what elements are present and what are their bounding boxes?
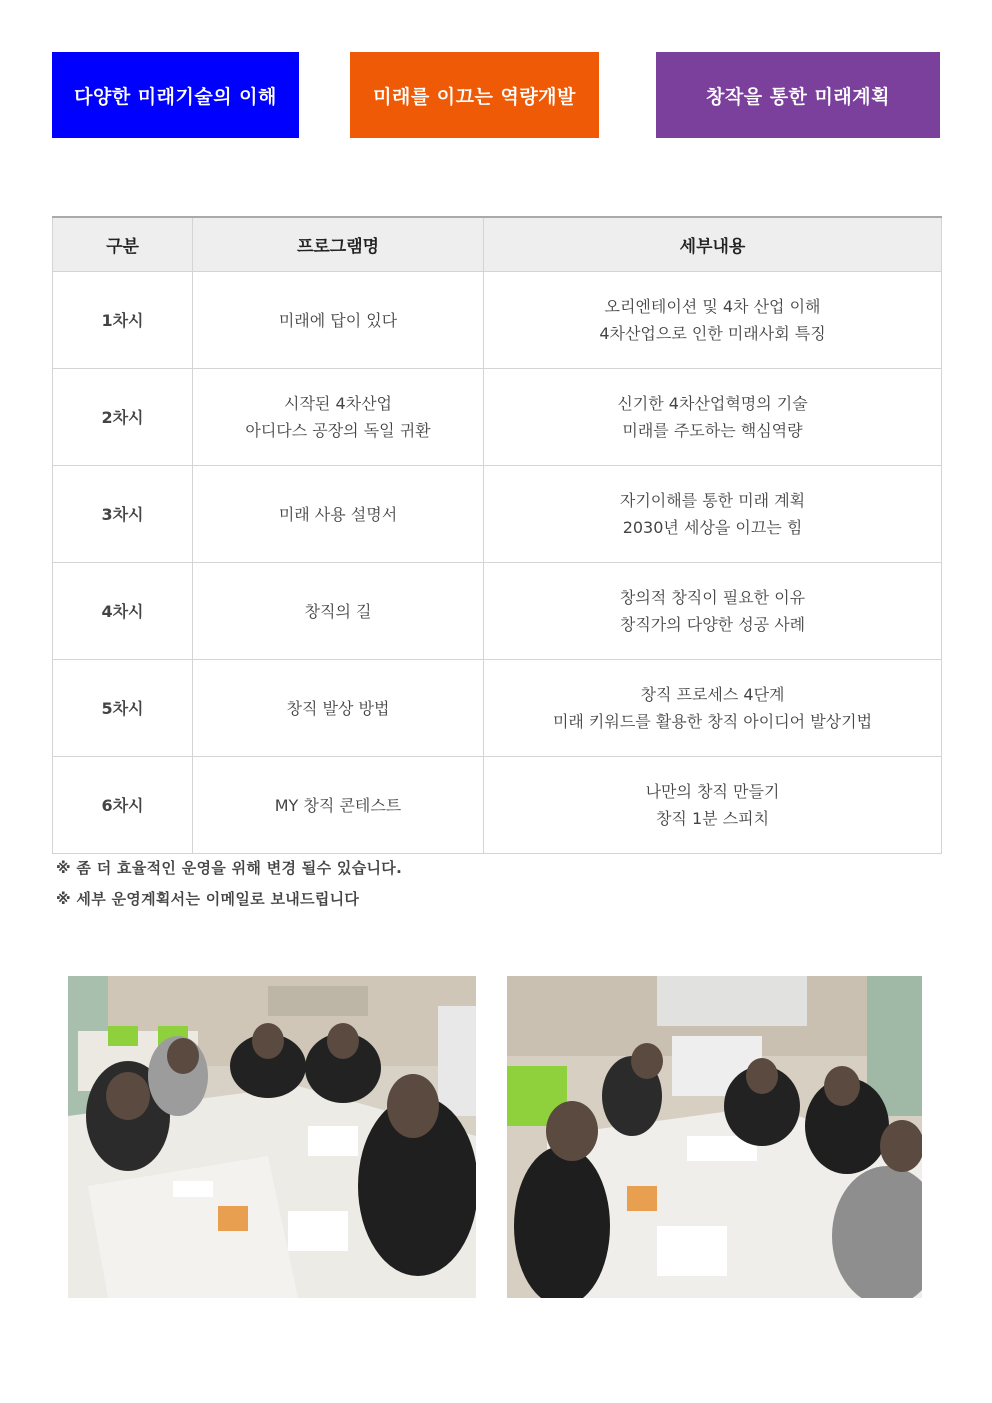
classroom-photo-right — [507, 976, 922, 1298]
program-cell — [193, 563, 484, 660]
table-row — [53, 660, 942, 757]
details-line: 2030년 세상을 이끄는 힘 — [622, 518, 803, 537]
session-cell: 1차시 — [53, 272, 193, 369]
session-cell: 2차시 — [53, 369, 193, 466]
session-cell: 3차시 — [53, 466, 193, 563]
table-row — [53, 466, 942, 563]
details-line: 4차산업으로 인한 미래사회 특징 — [599, 324, 826, 343]
program-cell — [193, 660, 484, 757]
theme-box-future-technology: 다양한 미래기술의 이해 — [52, 52, 299, 138]
classroom-photo-left — [68, 976, 476, 1298]
program-cell — [193, 466, 484, 563]
program-line: 창직의 길 — [304, 601, 372, 621]
session-cell: 5차시 — [53, 660, 193, 757]
program-line: 창직 발상 방법 — [286, 698, 390, 718]
table-row — [53, 563, 942, 660]
details-line: 창직 프로세스 4단계 — [640, 685, 785, 704]
session-cell: 4차시 — [53, 563, 193, 660]
program-cell — [193, 757, 484, 854]
details-cell — [484, 757, 942, 854]
program-line: 아디다스 공장의 독일 귀환 — [245, 421, 431, 440]
details-line: 오리엔테이션 및 4차 산업 이해 — [604, 297, 821, 316]
theme-box-competency-development: 미래를 이끄는 역량개발 — [350, 52, 599, 138]
details-line: 창의적 창직이 필요한 이유 — [619, 588, 806, 607]
details-line: 창직 1분 스피치 — [655, 809, 770, 828]
program-cell — [193, 369, 484, 466]
table-row — [53, 369, 942, 466]
details-line: 신기한 4차산업혁명의 기술 — [617, 394, 808, 413]
program-cell — [193, 272, 484, 369]
details-cell — [484, 369, 942, 466]
details-cell — [484, 563, 942, 660]
note-schedule-change: ※ 좀 더 효율적인 운영을 위해 변경 될수 있습니다. — [56, 859, 403, 877]
table-row — [53, 272, 942, 369]
session-cell: 6차시 — [53, 757, 193, 854]
note-email-plan: ※ 세부 운영계획서는 이메일로 보내드립니다 — [56, 890, 360, 908]
details-line: 창직가의 다양한 성공 사례 — [619, 615, 806, 634]
details-cell — [484, 272, 942, 369]
header-details: 세부내용 — [484, 217, 942, 272]
theme-box-future-planning: 창작을 통한 미래계획 — [656, 52, 940, 138]
header-program-name: 프로그램명 — [193, 217, 484, 272]
table-header — [53, 217, 942, 272]
program-schedule-table — [52, 216, 942, 854]
details-line: 나만의 창직 만들기 — [645, 782, 780, 801]
details-line: 자기이해를 통한 미래 계획 — [619, 491, 806, 510]
details-line: 미래를 주도하는 핵심역량 — [622, 421, 803, 440]
details-cell — [484, 660, 942, 757]
header-category: 구분 — [53, 217, 193, 272]
program-line: 미래에 답이 있다 — [278, 310, 398, 330]
details-cell — [484, 466, 942, 563]
program-line: 시작된 4차산업 — [283, 394, 392, 413]
details-line: 미래 키워드를 활용한 창직 아이디어 발상기법 — [552, 712, 873, 731]
program-line: MY 창직 콘테스트 — [274, 795, 402, 815]
table-row — [53, 757, 942, 854]
program-line: 미래 사용 설명서 — [278, 504, 398, 524]
